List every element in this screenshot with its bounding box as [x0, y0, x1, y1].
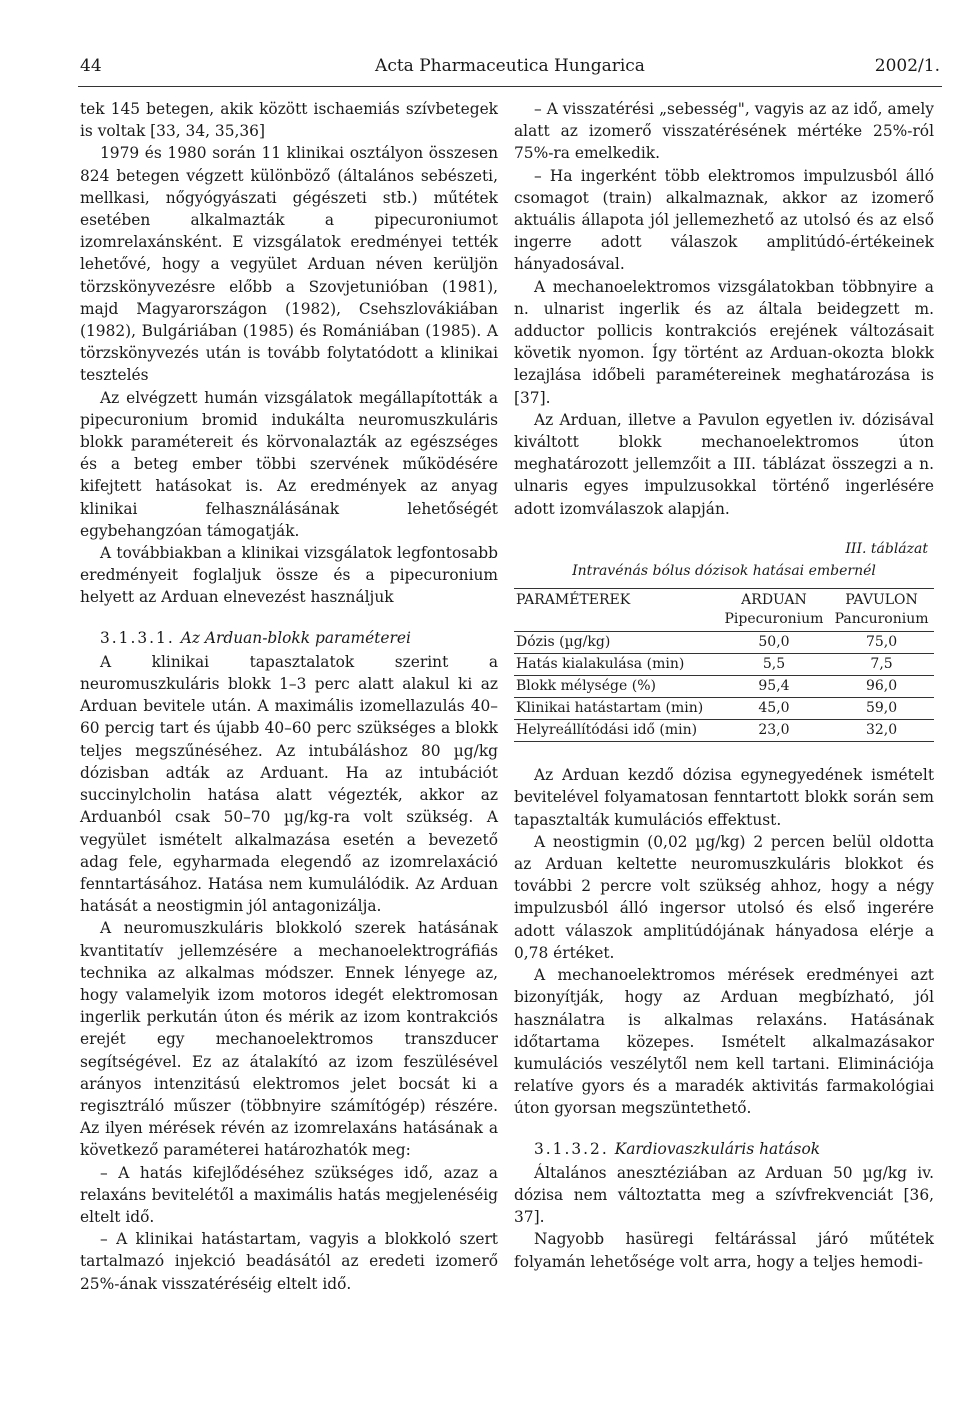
paragraph: Az Arduan kezdő dózisa egynegyedének ismételt bevitelével folyamatosan fenntartott blokk során sem tapasztalták kumulációs effektust.	[514, 766, 934, 829]
paragraph: A mechanoelektromos vizsgálatokban többnyire a n. ulnarist ingerlik és az általa beidegzett m. adductor pollicis kontrakciós erejének változásait követik nyomon. Így történt az Arduan-okozta blokk lezajlása időbeli paramétereinek meghatározása is [37].	[514, 277, 934, 407]
table-cell-arduan: 5,5	[719, 654, 829, 676]
table-cell-arduan: 23,0	[719, 720, 829, 742]
paragraph: – A visszatérési „sebesség", vagyis az az idő, amely alatt az izomerő visszatérésének mértéke 25%-ról 75%-ra emelkedik.	[514, 100, 934, 163]
table-block	[514, 538, 934, 742]
table-cell-arduan: 50,0	[719, 632, 829, 654]
page-number: 44	[80, 56, 102, 76]
paragraph: Az elvégzett humán vizsgálatok megállapították a pipecuronium bromid indukálta neuromuszkuláris blokk paramétereit és körvonalazták az egészséges és a beteg ember többi szervének működésére kifejtett hatásokat is. Az eredmények az anyag klinikai felhasználásának lehetőségét egybehangzóan támogatják.	[80, 388, 498, 540]
table-cell-pavulon: 96,0	[829, 676, 934, 698]
table-cell-param: Blokk mélysége (%)	[514, 676, 719, 698]
paragraph: A mechanoelektromos mérések eredményei azt bizonyítják, hogy az Arduan megbízható, jól használatra is alkalmas relaxáns. Hatásának időtartama közepes. Ismételt alkalmazásakor kumulációs veszélytől nem kell tartani. Eliminációja relatíve gyors és a maradék aktivitás farmakológiai úton gyorsan megszüntethető.	[514, 966, 934, 1118]
table-number: III. táblázat	[845, 540, 928, 557]
section-number: 3.1.3.1.	[100, 628, 175, 647]
table-cell-param: Helyreállítódási idő (min)	[514, 720, 719, 742]
paragraph: – Ha ingerként több elektromos impulzusból álló csomagot (train) alkalmaznak, akkor az izomerő aktuális állapota jól jellemezhető az utolsó és az első ingerre adott válaszok amplitúdó-értékeinek hányadosával.	[514, 166, 934, 274]
table-row	[514, 698, 934, 720]
table-row	[514, 676, 934, 698]
section-heading	[80, 627, 498, 649]
paragraph: 1979 és 1980 során 11 klinikai osztályon összesen 824 betegen végzett különböző (általános sebészeti, mellkasi, nőgyógyászati gégészeti stb.) műtétek esetében alkalmazták a pipecuroniumot izomrelaxánsként. E vizsgálatok eredményei tették lehetővé, hogy a vegyület Arduan néven kerüljön törzskönyvezésre előbb a Szovjetunióban (1981), majd Magyarországon (1982), Csehszlovákiában (1982), Bulgáriában (1985) és Romániában (1985). A törzskönyvezés után is tovább folytatódott a klinikai tesztelés	[80, 144, 498, 385]
table-header-param: PARAMÉTEREK	[514, 589, 719, 611]
right-column	[514, 98, 934, 1273]
table-cell-param: Hatás kialakulása (min)	[514, 654, 719, 676]
table-header-arduan-sub: Pipecuronium	[719, 610, 829, 632]
table-cell-pavulon: 59,0	[829, 698, 934, 720]
table-cell-pavulon: 75,0	[829, 632, 934, 654]
paragraph: tek 145 betegen, akik között ischaemiás szívbetegek is voltak [33, 34, 35,36]	[80, 100, 498, 141]
paragraph: Nagyobb hasüregi feltárással járó műtétek folyamán lehetősége volt arra, hogy a teljes hemodi-	[514, 1230, 934, 1271]
journal-title: Acta Pharmaceutica Hungarica	[375, 56, 645, 76]
table-row	[514, 632, 934, 654]
page-header	[80, 56, 940, 84]
header-rule	[78, 86, 942, 87]
section-number: 3.1.3.2.	[534, 1139, 609, 1158]
section-title: Az Arduan-blokk paraméterei	[180, 628, 411, 647]
table-title: Intravénás bólus dózisok hatásai embernél	[572, 563, 876, 580]
table-header-pavulon: PAVULON	[829, 589, 934, 611]
paragraph: – A hatás kifejlődéséhez szükséges idő, azaz a relaxáns bevitelétől a maximális hatás megjelenéséig eltelt idő.	[80, 1163, 498, 1226]
table-cell-arduan: 95,4	[719, 676, 829, 698]
table-cell-pavulon: 7,5	[829, 654, 934, 676]
table-cell-param: Klinikai hatástartam (min)	[514, 698, 719, 720]
issue-number: 2002/1.	[874, 56, 940, 76]
paragraph: Az Arduan, illetve a Pavulon egyetlen iv. dózisával kiváltott blokk mechanoelektromos úton meghatározott jellemzőit a III. táblázat összegzi a n. ulnaris egyes impulzusokkal történő ingerlésére adott izomválaszok alapján.	[514, 410, 934, 518]
paragraph: A továbbiakban a klinikai vizsgálatok legfontosabb eredményeit foglaljuk össze és a pipecuronium helyett az Arduan elnevezést használjuk	[80, 544, 498, 607]
paragraph: A neostigmin (0,02 µg/kg) 2 percen belül oldotta az Arduan keltette neuromuszkuláris blokkot és további 2 percre volt szükség ahhoz, hogy a négy impulzusból álló ingersor utolsó és első ingerére adott válaszok amplitúdójának hányadosa elérje a 0,78 értéket.	[514, 832, 934, 962]
table-header-empty	[514, 610, 719, 632]
table-row	[514, 654, 934, 676]
paragraph: Általános anesztéziában az Arduan 50 µg/kg iv. dózisa nem változtatta meg a szívfrekvenciát [36, 37].	[514, 1163, 934, 1227]
table-cell-arduan: 45,0	[719, 698, 829, 720]
table-cell-pavulon: 32,0	[829, 720, 934, 742]
paragraph: A klinikai tapasztalatok szerint a neuromuszkuláris blokk 1–3 perc alatt alakul ki az Arduan bevitele után. A maximális izomellazulás 40–60 percig tart és újabb 40–60 perc szükséges a blokk teljes megszűnéséhez. Az intubáláshoz 80 µg/kg dózisban adták az Arduant. Ha az intubációt succinylcholin hatása alatt végezték, akkor az Arduanból csak 50–70 µg/kg-ra volt szükség. A vegyület ismételt alkalmazása esetén a bevezető adag fele, egyharmada elegendő az izomrelaxáció fenntartásához. Hatása nem kumulálódik. Az Arduan hatását a neostigmin jól antagonizálja.	[80, 652, 498, 916]
paragraph: A neuromuszkuláris blokkoló szerek hatásának kvantitatív jellemzésére a mechanoelektrográfiás technika az alkalmas módszer. Ennek lényege az, hogy valamelyik izom motoros idegét elektromosan ingerlik perkután úton és mérik az izom kontrakciós erejét egy mechanoelektromos transzducer segítségével. Ez az átalakító az izom feszülésével arányos intenzitású elektromos jelet bocsát ki a regisztráló műszer (többnyire számítógép) részére. Az ilyen mérések révén az izomrelaxáns hatásának a következő paraméterei határozhatók meg:	[80, 919, 498, 1160]
section-heading	[514, 1138, 934, 1160]
paragraph: – A klinikai hatástartam, vagyis a blokkoló szert tartalmazó injekció beadásától az eredeti izomerő 25%-ának visszatéréséig eltelt idő.	[80, 1230, 498, 1293]
left-column	[80, 98, 498, 1295]
parameters-table	[514, 588, 934, 742]
table-header-pavulon-sub: Pancuronium	[829, 610, 934, 632]
table-row	[514, 720, 934, 742]
section-title: Kardiovaszkuláris hatások	[614, 1139, 821, 1158]
table-header-arduan: ARDUAN	[719, 589, 829, 611]
table-cell-param: Dózis (µg/kg)	[514, 632, 719, 654]
